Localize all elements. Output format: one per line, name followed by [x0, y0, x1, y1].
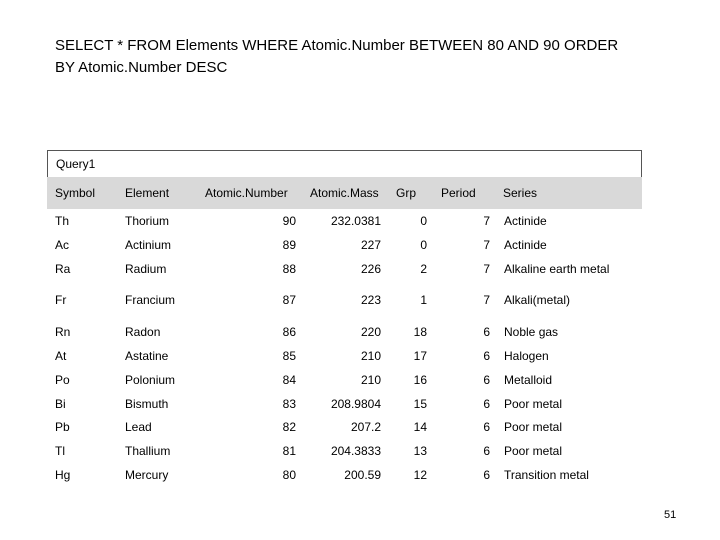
- cell-atomic-number: 80: [282, 468, 296, 482]
- cell-element: Actinium: [125, 238, 172, 252]
- cell-symbol: Po: [55, 373, 70, 387]
- cell-grp: 16: [413, 373, 427, 387]
- cell-series: Metalloid: [504, 373, 553, 387]
- cell-grp: 15: [413, 397, 427, 411]
- cell-atomic-mass: 207.2: [350, 420, 381, 434]
- cell-atomic-number: 89: [282, 238, 296, 252]
- cell-period: 7: [483, 293, 490, 307]
- cell-period: 6: [483, 444, 490, 458]
- cell-symbol: Tl: [55, 444, 65, 458]
- cell-period: 7: [483, 238, 490, 252]
- cell-symbol: Pb: [55, 420, 70, 434]
- query-tab[interactable]: [47, 150, 642, 177]
- cell-grp: 17: [413, 349, 427, 363]
- column-header-symbol: Symbol: [55, 186, 96, 200]
- cell-element: Lead: [125, 420, 152, 434]
- cell-symbol: Ra: [55, 262, 71, 276]
- cell-series: Halogen: [504, 349, 549, 363]
- cell-atomic-mass: 210: [360, 373, 381, 387]
- cell-symbol: Ac: [55, 238, 70, 252]
- query-tab-label: Query1: [56, 157, 96, 171]
- column-header-element: Element: [125, 186, 170, 200]
- cell-grp: 13: [413, 444, 427, 458]
- cell-symbol: Hg: [55, 468, 71, 482]
- cell-series: Noble gas: [504, 325, 559, 339]
- cell-atomic-number: 87: [282, 293, 296, 307]
- cell-grp: 0: [420, 238, 427, 252]
- cell-grp: 1: [420, 293, 427, 307]
- page-number: 51: [664, 509, 677, 521]
- cell-atomic-number: 84: [282, 373, 296, 387]
- cell-grp: 14: [413, 420, 427, 434]
- cell-element: Thallium: [125, 444, 171, 458]
- cell-element: Astatine: [125, 349, 169, 363]
- cell-atomic-number: 90: [282, 214, 296, 228]
- cell-period: 7: [483, 262, 490, 276]
- cell-symbol: At: [55, 349, 67, 363]
- cell-atomic-mass: 226: [360, 262, 381, 276]
- cell-atomic-mass: 210: [360, 349, 381, 363]
- cell-period: 6: [483, 349, 490, 363]
- cell-symbol: Rn: [55, 325, 71, 339]
- cell-grp: 0: [420, 214, 427, 228]
- column-header-series: Series: [503, 186, 538, 200]
- cell-period: 6: [483, 468, 490, 482]
- column-header-period: Period: [441, 186, 476, 200]
- sql-line-1: SELECT * FROM Elements WHERE Atomic.Number BETWEEN 80 AND 90 ORDER: [55, 37, 619, 54]
- cell-element: Mercury: [125, 468, 169, 482]
- cell-element: Radon: [125, 325, 161, 339]
- sql-query-text: [55, 35, 655, 79]
- cell-series: Transition metal: [504, 468, 589, 482]
- cell-atomic-mass: 227: [360, 238, 381, 252]
- cell-series: Poor metal: [504, 420, 563, 434]
- cell-element: Thorium: [125, 214, 170, 228]
- cell-symbol: Bi: [55, 397, 66, 411]
- cell-atomic-number: 85: [282, 349, 296, 363]
- cell-element: Francium: [125, 293, 176, 307]
- cell-period: 6: [483, 325, 490, 339]
- cell-element: Polonium: [125, 373, 176, 387]
- cell-atomic-number: 82: [282, 420, 296, 434]
- cell-period: 6: [483, 373, 490, 387]
- cell-atomic-number: 83: [282, 397, 296, 411]
- column-header-atomic-number: Atomic.Number: [205, 186, 288, 200]
- cell-atomic-number: 81: [282, 444, 296, 458]
- column-header-grp: Grp: [396, 186, 417, 200]
- cell-atomic-mass: 208.9804: [330, 397, 381, 411]
- sql-line-2: BY Atomic.Number DESC: [55, 59, 228, 76]
- cell-atomic-mass: 232.0381: [330, 214, 381, 228]
- cell-atomic-number: 86: [282, 325, 296, 339]
- column-header-atomic-mass: Atomic.Mass: [310, 186, 379, 200]
- cell-period: 6: [483, 397, 490, 411]
- cell-element: Bismuth: [125, 397, 169, 411]
- cell-series: Alkali(metal): [504, 293, 571, 307]
- cell-atomic-number: 88: [282, 262, 296, 276]
- cell-atomic-mass: 204.3833: [330, 444, 381, 458]
- cell-atomic-mass: 223: [360, 293, 381, 307]
- cell-grp: 12: [413, 468, 427, 482]
- cell-atomic-mass: 220: [360, 325, 381, 339]
- cell-atomic-mass: 200.59: [344, 468, 381, 482]
- cell-series: Poor metal: [504, 444, 563, 458]
- cell-series: Actinide: [504, 214, 547, 228]
- cell-series: Alkaline earth metal: [504, 262, 610, 276]
- cell-symbol: Th: [55, 214, 70, 228]
- cell-grp: 2: [420, 262, 427, 276]
- cell-element: Radium: [125, 262, 167, 276]
- cell-grp: 18: [413, 325, 427, 339]
- cell-series: Poor metal: [504, 397, 563, 411]
- cell-period: 6: [483, 420, 490, 434]
- cell-symbol: Fr: [55, 293, 67, 307]
- cell-series: Actinide: [504, 238, 547, 252]
- cell-period: 7: [483, 214, 490, 228]
